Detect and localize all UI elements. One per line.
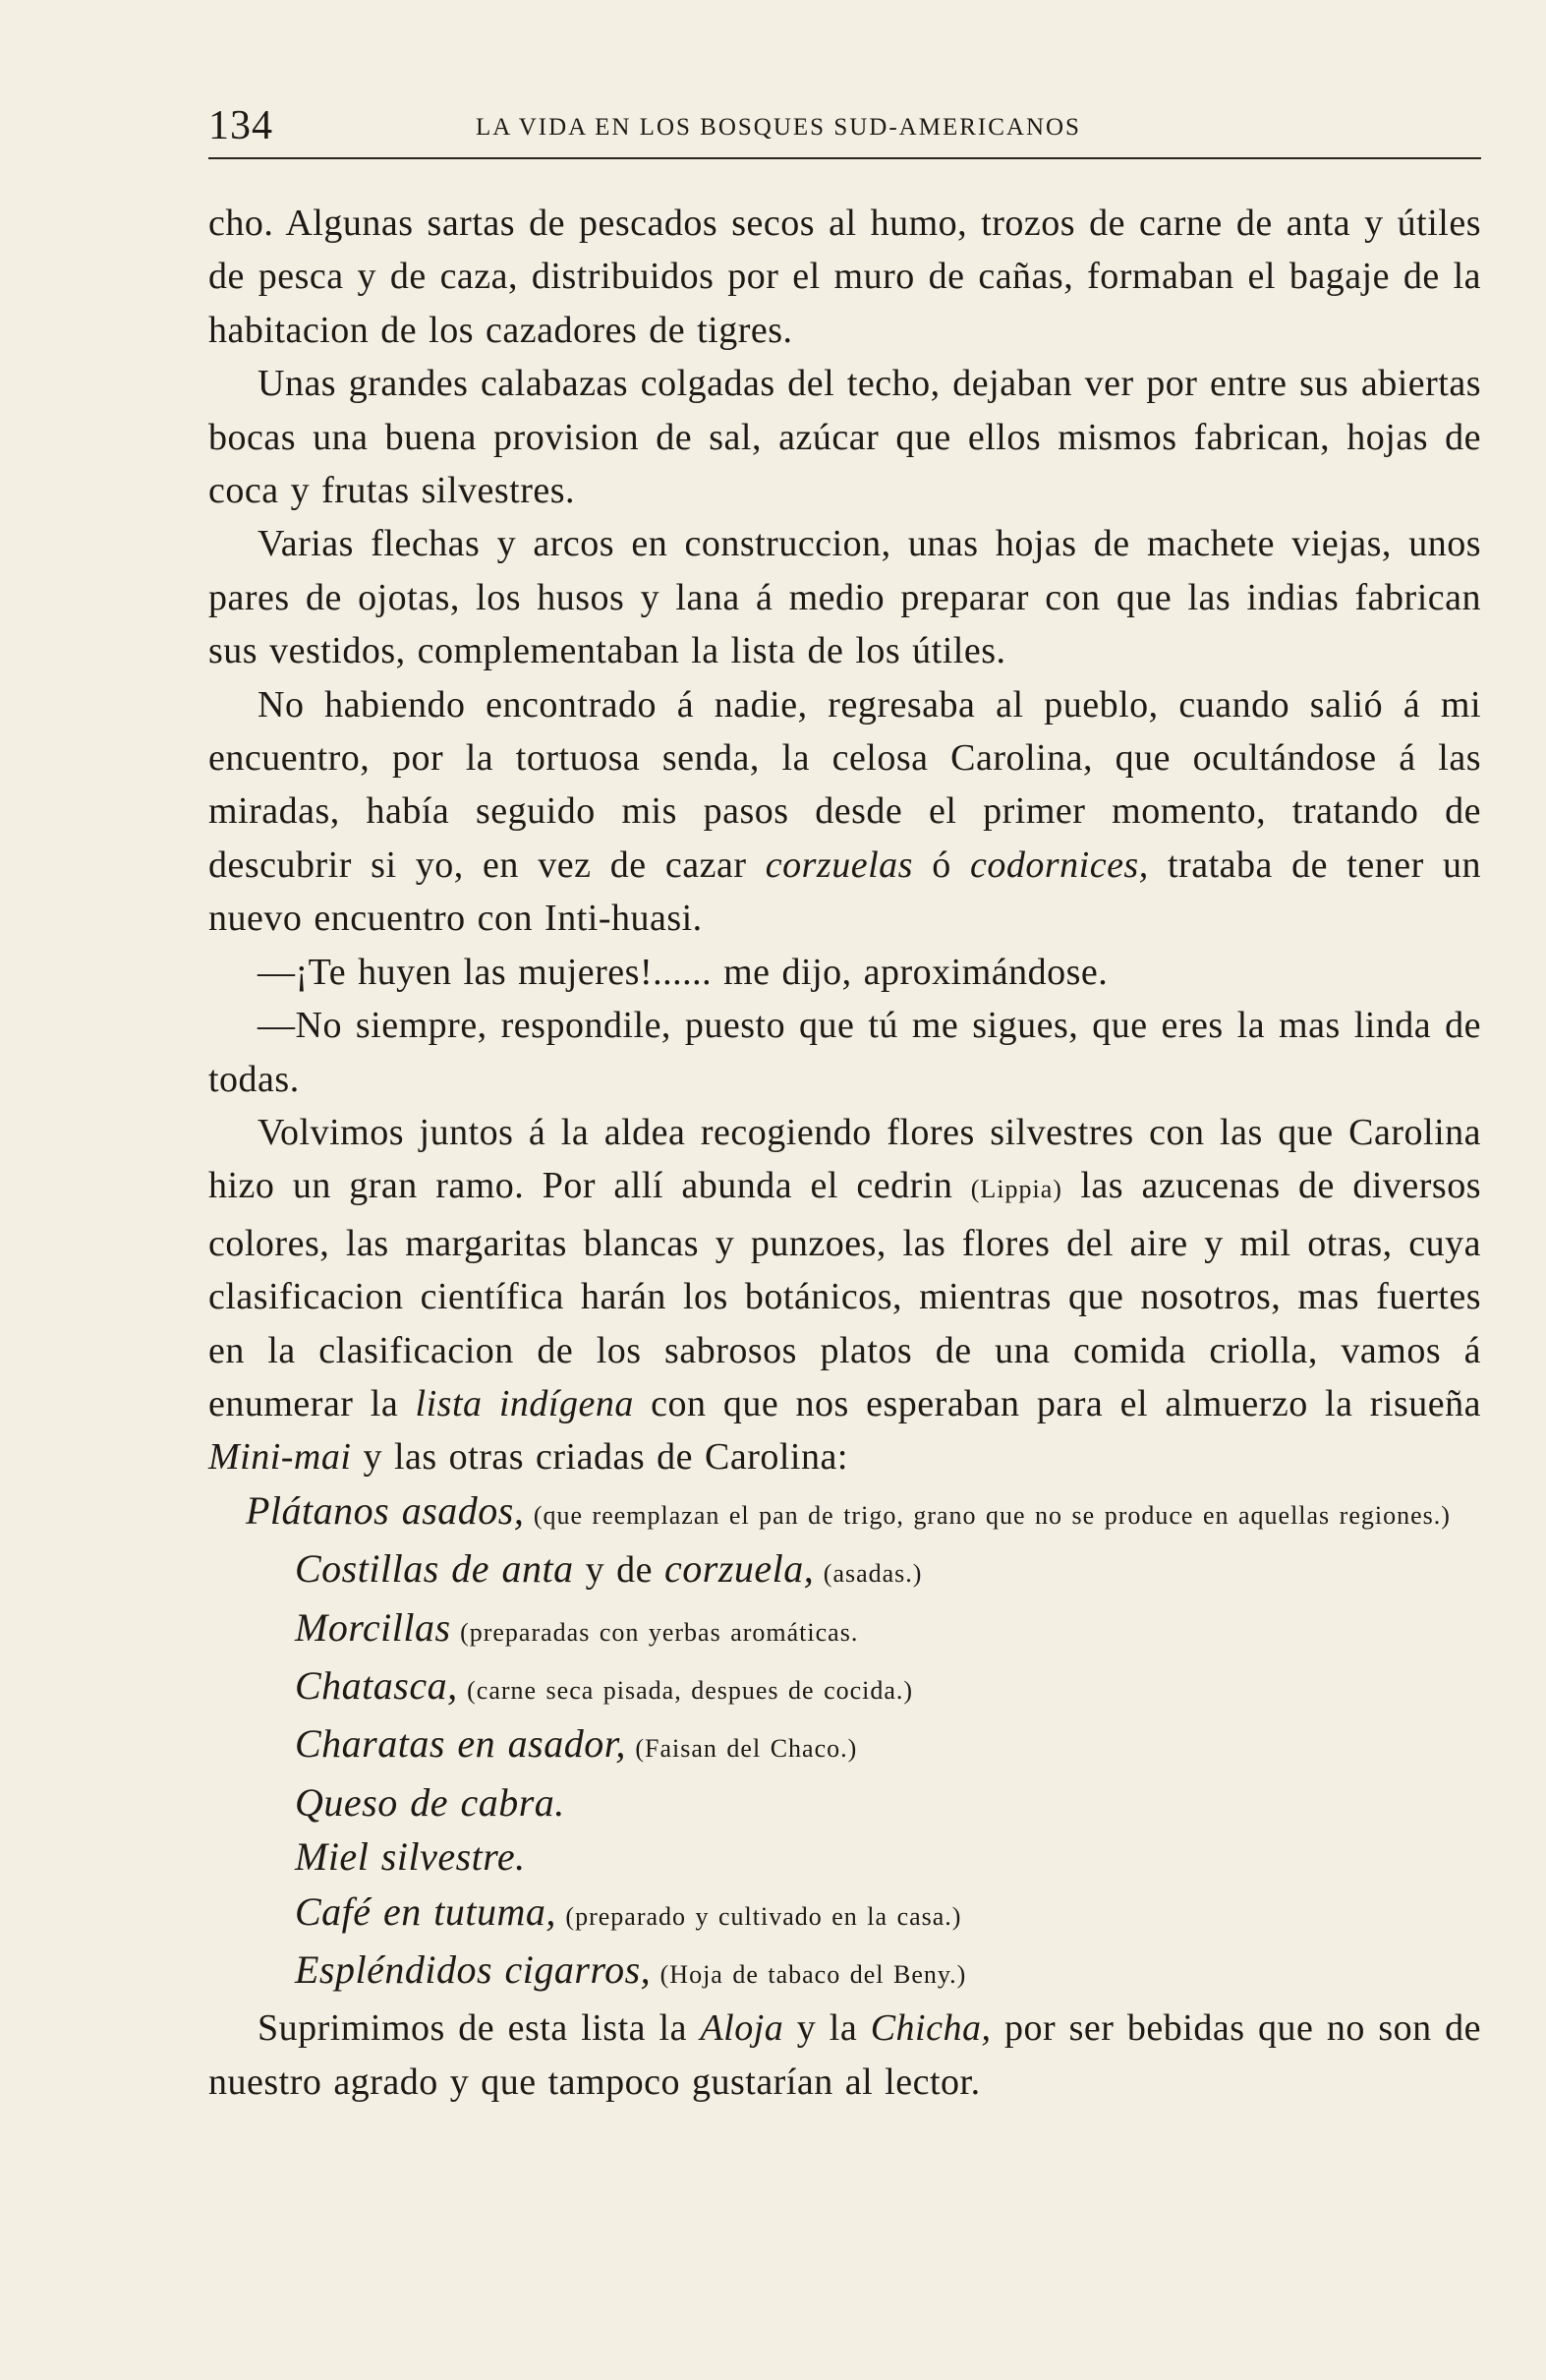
italic-term: Mini-mai [208,1436,352,1479]
dish-note: (que reemplazan el pan de trigo, grano que no se produce en aquellas regiones.) [524,1500,1451,1530]
text-run: Suprimimos de esta lista la [258,2007,701,2050]
paragraph: cho. Algunas sartas de pescados secos al humo, trozos de carne de anta y útiles de pesca y de caza, distribuidos por el muro de cañas, formaban el bagaje de la habitacion de los cazadores de tigres. [208,203,1481,351]
dish-name: corzuela, [664,1546,815,1592]
text-run: trataba de tener un nuevo encuentro con Inti-huasi. [208,843,1482,940]
text-run: y la [783,2007,871,2050]
dish-name: Plátanos asados, [246,1487,525,1533]
dish-note: (preparado y cultivado en la casa.) [555,1901,962,1931]
italic-term: lista indígena [415,1382,634,1424]
dish-note: (asadas.) [814,1559,923,1589]
italic-term: Aloja [700,2007,784,2050]
paragraph: —¡Te huyen las mujeres!...... me dijo, aproximándose. [258,951,1109,993]
paragraph: Varias flechas y arcos en construccion, unas hojas de machete viejas, unos pares de ojotas, los husos y lana á medio preparar con que las indias fabrican sus vestidos, complementaban la lista de los útiles. [208,523,1481,672]
dish-name: Chatasca, [295,1662,458,1708]
menu-item [208,1542,1481,1600]
dish-name: Charatas en asador, [295,1721,626,1767]
paragraph [208,1106,1481,1484]
botanical-name: (Lippia) [970,1175,1062,1204]
text-run: No habiendo encontrado á nadie, regresaba al pueblo, cuando salió á mi encuentro, por la tortuosa senda, la celosa Carolina, que ocultándose á las miradas, había seguido mis pasos desde el primer momento, tratando de descubrir si yo, en vez de cazar [208,683,1481,886]
menu-item [208,1659,1481,1717]
italic-term: codornices, [969,843,1149,886]
menu-item [208,1717,1481,1775]
running-title: LA VIDA EN LOS BOSQUES SUD-AMERICANOS [476,114,1081,141]
dish-note: (carne seca pisada, despues de cocida.) [457,1675,914,1705]
text-run: y las otras criadas de Carolina: [351,1436,848,1479]
menu-item [208,1830,1481,1885]
menu-item [208,1484,1481,1542]
dish-name: Queso de cabra. [295,1779,565,1825]
dish-name: Espléndidos cigarros, [295,1947,652,1992]
dish-note: (Faisan del Chaco.) [625,1734,858,1764]
paragraph: Unas grandes calabazas colgadas del techo, dejaban ver por entre sus abiertas bocas una buena provision de sal, azúcar que ellos mismos fabrican, hojas de coca y frutas silvestres. [208,363,1481,512]
dish-note: (preparadas con yerbas aromáticas. [450,1617,859,1647]
italic-term: Chicha, [870,2007,992,2050]
dish-name: Miel silvestre. [295,1834,526,1880]
page-number: 134 [208,103,273,148]
italic-term: corzuelas [765,843,913,886]
dish-note: (Hoja de tabaco del Beny.) [651,1960,967,1989]
page-header [208,98,1481,159]
paragraph: —No siempre, respondile, puesto que tú me sigues, que eres la mas linda de todas. [208,1005,1481,1100]
text-run: Volvimos juntos á la aldea recogiendo flores silvestres con las que Carolina hizo un gran ramo. Por allí abunda el cedrin [208,1111,1481,1207]
text-run: las azucenas de diversos colores, las margaritas blancas y punzoes, las flores del aire y mil otras, cuya clasificacion científica harán los botánicos, mientras que nosotros, mas fuertes en la clasificacion de los sabrosos platos de una comida criolla, vamos á enumerar la [208,1165,1481,1424]
body-text [208,197,1481,2109]
text-run: con que nos esperaban para el almuerzo la risueña [633,1382,1482,1424]
dish-name: Costillas de anta [295,1546,574,1592]
paragraph [208,2002,1481,2109]
dish-name: Morcillas [295,1604,451,1650]
dish-name: Café en tutuma, [295,1888,556,1934]
text-run: y de [573,1549,665,1592]
menu-item [208,1944,1481,2002]
text-run: por ser bebidas que no son de nuestro agrado y que tampoco gustarían al lector. [208,2007,1481,2103]
text-run: ó [912,843,970,886]
menu-item [208,1776,1481,1830]
paragraph [208,678,1481,946]
menu-item [208,1601,1481,1659]
menu-item [208,1886,1481,1944]
